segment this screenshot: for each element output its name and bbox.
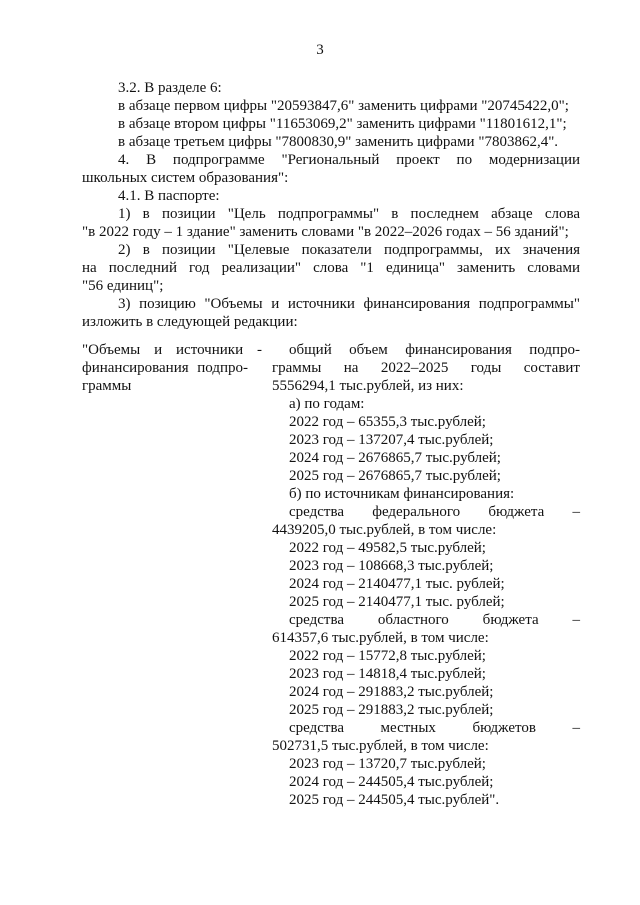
paragraph-item-2: 2) в позиции "Целевые показатели подпрограммы, их значения [118,242,580,258]
table-right-line: средства федерального бюджета – [289,504,580,520]
table-right-line: 2024 год – 244505,4 тыс.рублей; [289,774,494,790]
table-right-line: 2025 год – 244505,4 тыс.рублей". [289,792,500,808]
table-right-line: средства областного бюджета – [289,612,580,628]
page-number: 3 [316,42,324,58]
table-right-line: 2023 год – 13720,7 тыс.рублей; [289,756,486,772]
paragraph-line: "в 2022 году – 1 здание" заменить словами "в 2022–2026 годах – 56 зданий"; [82,224,569,240]
table-right-line: 2023 год – 14818,4 тыс.рублей; [289,666,486,682]
paragraph-line: в абзаце втором цифры "11653069,2" заменить цифрами "11801612,1"; [118,116,567,132]
paragraph-line: в абзаце третьем цифры "7800830,9" заменить цифрами "7803862,4". [118,134,559,150]
table-left-cell: финансирования подпро- [82,360,248,376]
table-left-cell: "Объемы и источники - [82,342,262,358]
table-right-line: б) по источникам финансирования: [289,486,515,502]
table-right-line: средства местных бюджетов – [289,720,580,736]
paragraph-item-1: 1) в позиции "Цель подпрограммы" в последнем абзаце слова [118,206,580,222]
table-right-line: граммы на 2022–2025 годы составит [272,360,580,376]
table-right-line: 2024 год – 2676865,7 тыс.рублей; [289,450,501,466]
paragraph-line: "56 единиц"; [82,278,164,294]
table-left-cell: граммы [82,378,132,394]
paragraph-3-2: 3.2. В разделе 6: [118,80,222,96]
table-right-line: 2025 год – 291883,2 тыс.рублей; [289,702,494,718]
table-right-line: 2025 год – 2140477,1 тыс. рублей; [289,594,505,610]
table-right-line: а) по годам: [289,396,365,412]
paragraph-line: на последний год реализации" слова "1 единица" заменить словами [82,260,580,276]
table-right-line: 2024 год – 2140477,1 тыс. рублей; [289,576,505,592]
paragraph-line: в абзаце первом цифры "20593847,6" заменить цифрами "20745422,0"; [118,98,569,114]
table-right-line: 2022 год – 15772,8 тыс.рублей; [289,648,486,664]
table-right-line: 2023 год – 108668,3 тыс.рублей; [289,558,494,574]
table-right-line: 502731,5 тыс.рублей, в том числе: [272,738,489,754]
table-right-line: 2025 год – 2676865,7 тыс.рублей; [289,468,501,484]
paragraph-item-3: 3) позицию "Объемы и источники финансирования подпрограммы" [118,296,580,312]
table-right-line: 2024 год – 291883,2 тыс.рублей; [289,684,494,700]
table-right-line: 4439205,0 тыс.рублей, в том числе: [272,522,497,538]
table-right-line: 2023 год – 137207,4 тыс.рублей; [289,432,494,448]
table-right-line: 5556294,1 тыс.рублей, из них: [272,378,464,394]
paragraph-line: школьных систем образования": [82,170,289,186]
paragraph-4-1: 4.1. В паспорте: [118,188,220,204]
paragraph-line: изложить в следующей редакции: [82,314,298,330]
table-right-line: 2022 год – 49582,5 тыс.рублей; [289,540,486,556]
table-right-line: 2022 год – 65355,3 тыс.рублей; [289,414,486,430]
paragraph-4: 4. В подпрограмме "Региональный проект по модернизации [118,152,580,168]
table-right-line: 614357,6 тыс.рублей, в том числе: [272,630,489,646]
table-right-line: общий объем финансирования подпро- [289,342,580,358]
